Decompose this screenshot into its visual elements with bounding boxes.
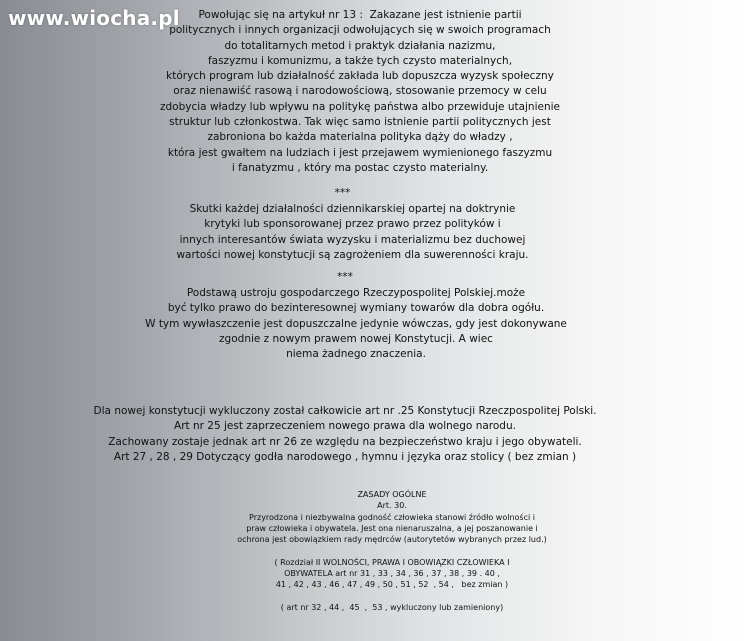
paragraph-economic-system: Podstawą ustroju gospodarczego Rzeczypospolitej Polskiej.może być tylko prawo do bezinteresownej wymiany towarów dla dobra ogółu. W tym wywłaszczenie jest dopuszczalne jedynie wówczas, gdy jest dokonywane zgodnie z nowym prawem nowej Konstytucji. A wiec niema żadnego znaczenia.	[145, 287, 567, 361]
paragraph-articles-25-29: Dla nowej konstytucji wykluczony został całkowicie art nr .25 Konstytucji Rzeczpospolitej Polski. Art nr 25 jest zaprzeczeniem nowego prawa dla wolnego narodu. Zachowany zostaje jednak art nr 26 ze względu na bezpieczeństwo kraju i jego obywateli. Art 27 , 28 , 29 Dotyczący godła narodowego , hymnu i języka oraz stolicy ( bez zmian )	[93, 405, 597, 463]
section-general-principles: ZASADY OGÓLNE Art. 30. Przyrodzona i niezbywalna godność człowieka stanowi źródło wolności i praw człowieka i obywatela. Jest ona nienaruszalna, a jej poszanowanie i ochrona jest obowiązkiem rady mędrców (autorytetów wybranych przez lud.) ( Rozdział II WOLNOŚCI, PRAWA I OBOWIĄZKI CZŁOWIEKA I OBYWATELA art nr 31 , 33 , 34 , 36 , 37 , 38 , 39 . 40 , 41 , 42 , 43 , 46 , 47 , 49 , 50 , 51 , 52 , 54 , bez zmian ) ( art nr 32 , 44 , 45 , 53 , wykluczony lub zamieniony)	[237, 490, 547, 612]
paragraph-journalism: Skutki każdej działalności dziennikarskiej opartej na doktrynie krytyki lub sponsorowanej przez prawo przez polityków i innych interesantów świata wyzysku i materializmu bez duchowej wartości nowej konstytucji są zagrożeniem dla suwerenności kraju.	[176, 203, 529, 261]
paragraph-article-13: Powołując się na artykuł nr 13 : Zakazane jest istnienie partii politycznych i innych organizacji odwołujących się w swoich programach do totalitarnych metod i praktyk działania nazizmu, faszyzmu i komunizmu, a także tych czysto materialnych, których program lub działalność zakłada lub dopuszcza wyzysk społeczny oraz nienawiść rasową i narodowościową, stosowanie przemocy w celu zdobycia władzy lub wpływu na politykę państwa albo przewiduje utajnienie struktur lub członkostwa. Tak więc samo istnienie partii politycznych jest zabroniona bo każda materialna polityka dąży do władzy , która jest gwałtem na ludziach i jest przejawem wymienionego faszyzmu i fanatyzmu , który ma postac czysto materialny.	[160, 9, 560, 174]
watermark-logo: www.wiocha.pl	[8, 6, 180, 30]
separator-asterisks: ***	[334, 187, 351, 199]
separator-asterisks: ***	[337, 271, 353, 283]
